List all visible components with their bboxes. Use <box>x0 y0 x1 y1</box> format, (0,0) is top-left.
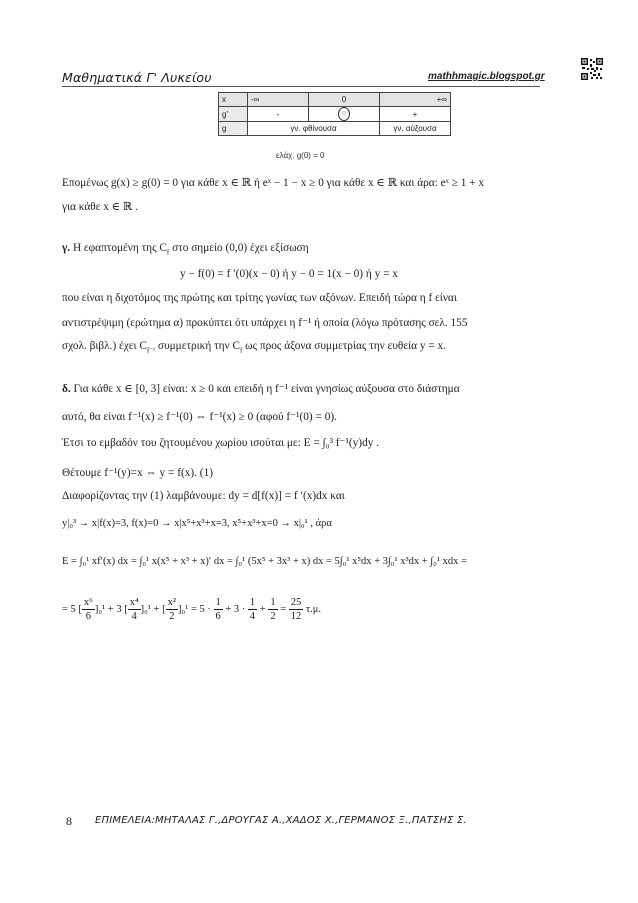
denominator: 12 <box>290 611 302 622</box>
section-delta <box>62 382 460 395</box>
sign-table-row-g <box>219 122 451 136</box>
subscript: f <box>166 248 170 257</box>
sign-table-cell: + <box>380 107 451 122</box>
text-line: για κάθε x ∈ ℝ . <box>62 201 138 213</box>
header-rule <box>62 86 540 87</box>
sign-table-cell: - <box>248 107 309 122</box>
text-line: Θέτουμε f⁻¹(y)=x ⇔ y = f(x). (1) <box>62 467 213 479</box>
text-fragment: σχολ. βιβλ.) έχει C <box>62 340 147 352</box>
sign-table-cell: -∞ <box>248 93 309 107</box>
sign-table-cell: g' <box>219 107 248 122</box>
fraction <box>248 596 257 623</box>
numerator: x⁴ <box>129 597 139 608</box>
text-fragment: ]₀¹ + <box>140 603 160 615</box>
text-line: αντιστρέψιμη (ερώτημα α) προκύπτει ότι υπάρχει η f⁻¹ ή οποία (λόγω πρότασης σελ. 155 <box>62 317 468 329</box>
text-fragment: στο σημείο (0,0) έχει εξίσωση <box>169 242 309 254</box>
fraction <box>214 596 223 623</box>
numerator: x⁶ <box>83 597 93 608</box>
sign-table-cell: γν. αύξουσα <box>380 122 451 136</box>
sign-table-cell: γν. φθίνουσα <box>248 122 380 136</box>
text-fragment: συμμετρική την C <box>155 340 240 352</box>
sign-table-cell: x <box>219 93 248 107</box>
text-line: Έτσι το εμβαδόν του ζητουμένου χωρίου ισούται με: E = ∫₀³ f⁻¹(y)dy . <box>62 437 380 449</box>
denominator: 6 <box>85 611 91 622</box>
section-label: γ. <box>62 242 71 254</box>
text-fragment: = <box>277 603 287 615</box>
sign-table <box>218 92 451 136</box>
equation-line: y − f(0) = f ′(0)(x − 0) ή y − 0 = 1(x − 0) ή y = x <box>180 268 398 280</box>
numerator: 1 <box>270 597 276 608</box>
sign-table-row-x <box>219 93 451 107</box>
subscript: f <box>240 346 243 355</box>
text-fragment: ως προς άξονα συμμετρίας την ευθεία y = x. <box>242 340 446 352</box>
text-fragment: + 3 · <box>222 603 246 615</box>
numerator: x² <box>167 597 177 608</box>
text-fragment: ]₀¹ = 5 · <box>178 603 211 615</box>
zero-circle-icon: ○ <box>338 107 350 121</box>
text-fragment: = 5 <box>62 603 76 615</box>
denominator: 6 <box>215 611 221 622</box>
fraction <box>82 596 95 623</box>
sign-table-cell: +∞ <box>380 93 451 107</box>
substitution-limits: y|₀³ → x|f(x)=3, f(x)=0 → x|x⁵+x³+x=3, x⁵+x³+x=0 → x|₀¹ , άρα <box>62 518 332 529</box>
numerator: 1 <box>249 597 256 608</box>
numerator: 25 <box>290 597 302 608</box>
equation-line: E = ∫₀¹ xf′(x) dx = ∫₀¹ x(x⁵ + x³ + x)′ dx = ∫₀¹ (5x⁵ + 3x³ + x) dx = 5∫₀¹ x⁵dx + 3∫₀¹ x³dx + ∫₀¹ xdx = <box>62 556 467 567</box>
text-line <box>62 340 446 354</box>
sign-table-cell: g <box>219 122 248 136</box>
text-fragment: ]₀¹ + 3 <box>94 603 122 615</box>
text-fragment: Για κάθε x ∈ [0, 3] είναι: x ≥ 0 και επειδή η f⁻¹ είναι γνησίως αύξουσα στο διάστημα <box>70 383 460 395</box>
denominator: 2 <box>270 611 276 622</box>
denominator: 4 <box>249 611 256 622</box>
final-result-line: = 5 [ $\frac{\text{x⁶}}{6}$ ]₀¹ + 3 [ $\frac{\text{x⁴}}{4}$ ]₀¹ + [ $\frac{\text{x²}}{2}$ ]₀¹ = 5 · $\frac{1}{6}$ + 3 · $\frac{1}{4}$ + $\frac{1}{2}$ = $\frac{25}{12}$ τ.μ. <box>62 597 321 622</box>
text-line: που είναι η διχοτόμος της πρώτης και τρίτης γωνίας των αξόνων. Επειδή τώρα η f είναι <box>62 292 457 304</box>
sign-table-cell <box>309 107 380 122</box>
fraction <box>289 596 304 623</box>
text-line: Επομένως g(x) ≥ g(0) = 0 για κάθε x ∈ ℝ ή eˣ − 1 − x ≥ 0 για κάθε x ∈ ℝ και άρα: eˣ ≥ 1 + x <box>62 177 485 189</box>
qr-code-icon <box>581 58 603 80</box>
fraction <box>166 596 178 623</box>
text-fragment: Η εφαπτομένη της C <box>72 242 167 254</box>
text-line: αυτό, θα είναι f⁻¹(x) ≥ f⁻¹(0) ⇔ f⁻¹(x) ≥ 0 (αφού f⁻¹(0) = 0). <box>62 411 337 423</box>
denominator: 4 <box>131 611 137 622</box>
text-line: Διαφορίζοντας την (1) λαμβάνουμε: dy = d[f(x)] = f ′(x)dx και <box>62 490 345 502</box>
page-number: 8 <box>66 814 72 828</box>
text-fragment: + <box>257 603 266 615</box>
section-label: δ. <box>62 383 71 395</box>
fraction <box>128 596 141 623</box>
header-subject: Μαθηματικά Γ' Λυκείου <box>62 70 212 85</box>
table-caption: ελάχ. g(0) = 0 <box>276 151 325 160</box>
section-gamma <box>62 242 309 256</box>
fraction <box>268 596 277 623</box>
footer-authors: ΕΠΙΜΕΛΕΙΑ:ΜΗΤΑΛΑΣ Γ.,ΔΡΟΥΓΑΣ Α.,ΧΑΔΟΣ Χ.,ΓΕΡΜΑΝΟΣ Ξ.,ΠΑΤΣΗΣ Σ. <box>95 815 467 826</box>
header-site-link[interactable]: mathhmagic.blogspot.gr <box>428 71 545 82</box>
subscript: f⁻¹ <box>146 346 156 355</box>
sign-table-row-derivative <box>219 107 451 122</box>
numerator: 1 <box>215 597 221 608</box>
text-fragment: τ.μ. <box>303 603 321 615</box>
denominator: 2 <box>169 611 175 622</box>
sign-table-cell: 0 <box>309 93 380 107</box>
